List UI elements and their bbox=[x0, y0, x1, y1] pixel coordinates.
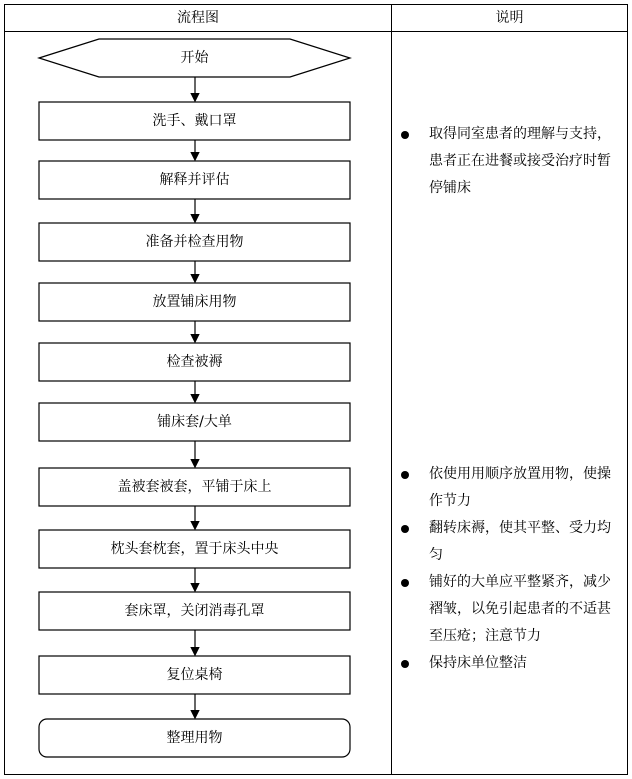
description-column-header: 说明 bbox=[495, 10, 524, 26]
note-item bbox=[395, 461, 623, 515]
flow-node-2-label: 洗手、戴口罩 bbox=[152, 113, 237, 129]
bullet-icon bbox=[401, 525, 409, 533]
note-text: 取得同室患者的理解与支持，患者正在进餐或接受治疗时暂停铺床 bbox=[429, 126, 611, 196]
bullet-icon bbox=[401, 660, 409, 668]
note-text: 保持床单位整洁 bbox=[429, 655, 527, 671]
bullet-icon bbox=[401, 131, 409, 139]
flow-node-1-label: 开始 bbox=[180, 50, 209, 66]
flow-node-4-label: 准备并检查用物 bbox=[145, 234, 244, 250]
flow-node-10-label: 套床罩，关闭消毒孔罩 bbox=[124, 603, 265, 619]
flow-table bbox=[4, 4, 628, 775]
notes-group-1 bbox=[395, 121, 623, 202]
note-item bbox=[395, 569, 623, 650]
note-item bbox=[395, 515, 623, 569]
flow-node-6-label: 检查被褥 bbox=[166, 354, 223, 370]
note-item bbox=[395, 650, 623, 677]
flow-node-12-label: 整理用物 bbox=[166, 730, 223, 746]
column-divider bbox=[391, 5, 392, 774]
flow-node-5-label: 放置铺床用物 bbox=[152, 294, 237, 310]
notes-group-2 bbox=[395, 461, 623, 677]
note-item bbox=[395, 121, 623, 202]
note-text: 铺好的大单应平整紧齐，减少褶皱，以免引起患者的不适甚至压疮；注意节力 bbox=[429, 574, 611, 644]
flowchart-column-header: 流程图 bbox=[177, 10, 219, 26]
note-text: 翻转床褥，使其平整、受力均匀 bbox=[429, 520, 611, 563]
flow-node-9-label: 枕头套枕套，置于床头中央 bbox=[110, 541, 279, 557]
flow-node-8-label: 盖被套被套，平铺于床上 bbox=[117, 479, 272, 495]
bullet-icon bbox=[401, 579, 409, 587]
note-text: 依使用用顺序放置用物，使操作节力 bbox=[429, 466, 611, 509]
bullet-icon bbox=[401, 471, 409, 479]
flow-node-7-label: 铺床套/大单 bbox=[157, 414, 232, 430]
flow-node-11-label: 复位桌椅 bbox=[166, 667, 223, 683]
flow-node-3-label: 解释并评估 bbox=[159, 172, 230, 188]
